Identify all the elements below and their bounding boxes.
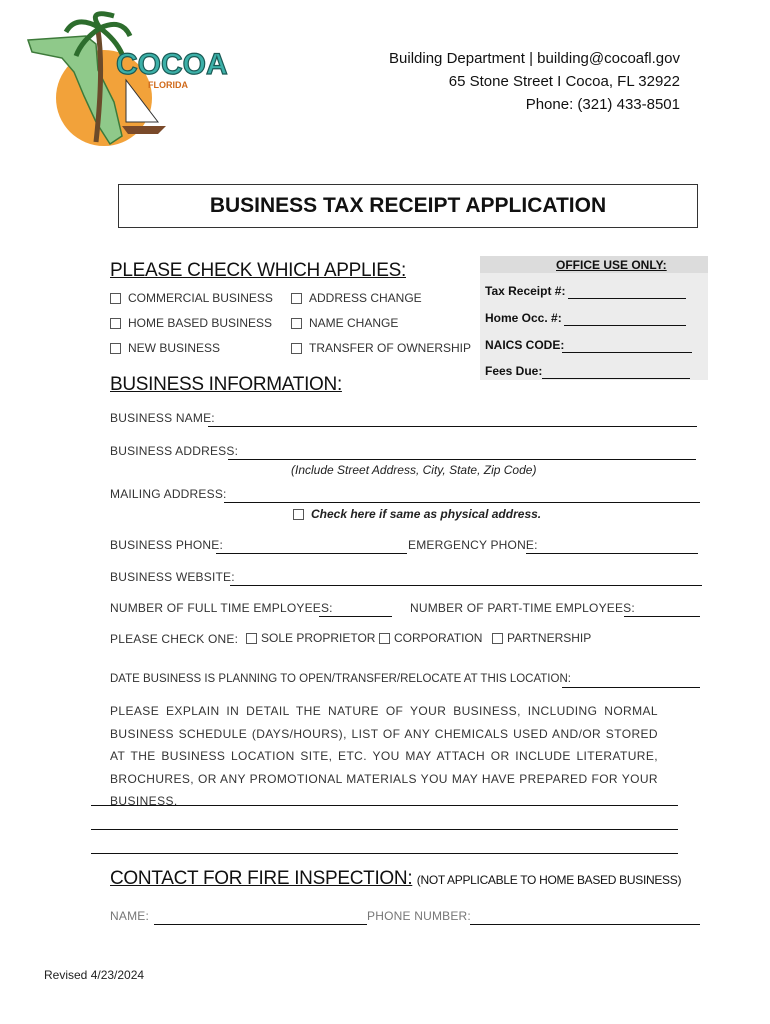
header-line-2: 65 Stone Street I Cocoa, FL 32922 — [448, 73, 680, 90]
checkbox-icon[interactable] — [379, 633, 390, 644]
option-sole-proprietor[interactable]: SOLE PROPRIETOR — [246, 631, 375, 645]
business-phone-label: BUSINESS PHONE: — [110, 538, 224, 552]
header-line-1: Building Department | building@cocoafl.gov — [389, 50, 680, 67]
mailing-address-field[interactable] — [224, 488, 700, 503]
mailing-address-label: MAILING ADDRESS: — [110, 487, 227, 501]
date-planning-field[interactable] — [562, 673, 700, 688]
business-name-field[interactable] — [208, 412, 697, 427]
explanation-line-3[interactable] — [91, 839, 678, 854]
business-address-field[interactable] — [228, 445, 696, 460]
fees-due-label: Fees Due: — [485, 364, 543, 378]
fire-contact-phone-label: PHONE NUMBER: — [367, 909, 471, 923]
option-name-change[interactable]: NAME CHANGE — [291, 316, 398, 330]
fire-contact-name-field[interactable] — [154, 910, 367, 925]
naics-code-field[interactable] — [562, 340, 692, 353]
part-time-employees-label: NUMBER OF PART-TIME EMPLOYEES: — [410, 601, 635, 615]
option-commercial-business[interactable]: COMMERCIAL BUSINESS — [110, 291, 273, 305]
fire-inspection-heading: CONTACT FOR FIRE INSPECTION: — [110, 868, 413, 889]
header-line-3: Phone: (321) 433-8501 — [525, 96, 680, 113]
header-contact — [389, 47, 680, 116]
fire-contact-name-label: NAME: — [110, 909, 150, 923]
tax-receipt-label: Tax Receipt #: — [485, 284, 566, 298]
check-one-label: PLEASE CHECK ONE: — [110, 632, 239, 646]
tax-receipt-field[interactable] — [568, 286, 686, 299]
explanation-line-2[interactable] — [91, 815, 678, 830]
business-website-field[interactable] — [230, 571, 702, 586]
business-website-label: BUSINESS WEBSITE: — [110, 570, 235, 584]
check-section-heading: PLEASE CHECK WHICH APPLIES: — [110, 260, 406, 281]
business-address-label: BUSINESS ADDRESS: — [110, 444, 239, 458]
fees-due-field[interactable] — [542, 366, 690, 379]
business-name-label: BUSINESS NAME: — [110, 411, 215, 425]
date-planning-label: DATE BUSINESS IS PLANNING TO OPEN/TRANSFER/RELOCATE AT THIS LOCATION: — [110, 673, 571, 685]
logo-subtext: FLORIDA — [148, 80, 188, 90]
checkbox-icon[interactable] — [492, 633, 503, 644]
part-time-employees-field[interactable] — [624, 602, 700, 617]
full-time-employees-field[interactable] — [319, 602, 392, 617]
home-occ-label: Home Occ. #: — [485, 311, 562, 325]
option-home-based-business[interactable]: HOME BASED BUSINESS — [110, 316, 272, 330]
naics-code-label: NAICS CODE: — [485, 338, 565, 352]
business-info-heading: BUSINESS INFORMATION: — [110, 374, 342, 395]
revised-date: Revised 4/23/2024 — [44, 968, 145, 982]
explanation-line-1[interactable] — [91, 791, 678, 806]
option-corporation[interactable]: CORPORATION — [379, 631, 482, 645]
checkbox-icon[interactable] — [291, 318, 302, 329]
fire-contact-phone-field[interactable] — [470, 910, 700, 925]
option-transfer-of-ownership[interactable]: TRANSFER OF OWNERSHIP — [291, 341, 471, 355]
checkbox-icon[interactable] — [110, 343, 121, 354]
address-note: (Include Street Address, City, State, Zip Code) — [291, 463, 537, 477]
business-phone-field[interactable] — [216, 539, 407, 554]
cocoa-logo — [26, 10, 248, 148]
logo-text: COCOA — [116, 48, 228, 81]
fire-inspection-heading-row — [110, 868, 681, 890]
checkbox-icon[interactable] — [110, 318, 121, 329]
checkbox-icon[interactable] — [293, 509, 304, 520]
office-use-box — [480, 256, 708, 380]
option-partnership[interactable]: PARTNERSHIP — [492, 631, 591, 645]
full-time-employees-label: NUMBER OF FULL TIME EMPLOYEES: — [110, 601, 333, 615]
option-new-business[interactable]: NEW BUSINESS — [110, 341, 220, 355]
form-title: BUSINESS TAX RECEIPT APPLICATION — [118, 184, 698, 228]
checkbox-icon[interactable] — [291, 293, 302, 304]
option-address-change[interactable]: ADDRESS CHANGE — [291, 291, 422, 305]
emergency-phone-label: EMERGENCY PHONE: — [408, 538, 538, 552]
checkbox-icon[interactable] — [246, 633, 257, 644]
home-occ-field[interactable] — [564, 313, 686, 326]
fire-inspection-note: (NOT APPLICABLE TO HOME BASED BUSINESS) — [416, 873, 682, 887]
office-heading: OFFICE USE ONLY: — [556, 258, 667, 272]
emergency-phone-field[interactable] — [526, 539, 698, 554]
business-explanation-instructions: PLEASE EXPLAIN IN DETAIL THE NATURE OF YOUR BUSINESS, INCLUDING NORMAL BUSINESS SCHEDULE (DAYS/HOURS), LIST OF ANY CHEMICALS USED AND/OR STORED AT THE BUSINESS LOCATION SITE, ETC. YOU MAY ATTACH OR INCLUDE LITERATURE, BROCHURES, OR ANY PROMOTIONAL MATERIALS YOU MAY HAVE PREPARED FOR YOUR BUSINESS. — [110, 704, 658, 808]
checkbox-icon[interactable] — [291, 343, 302, 354]
same-address-option[interactable]: Check here if same as physical address. — [293, 507, 541, 521]
checkbox-icon[interactable] — [110, 293, 121, 304]
